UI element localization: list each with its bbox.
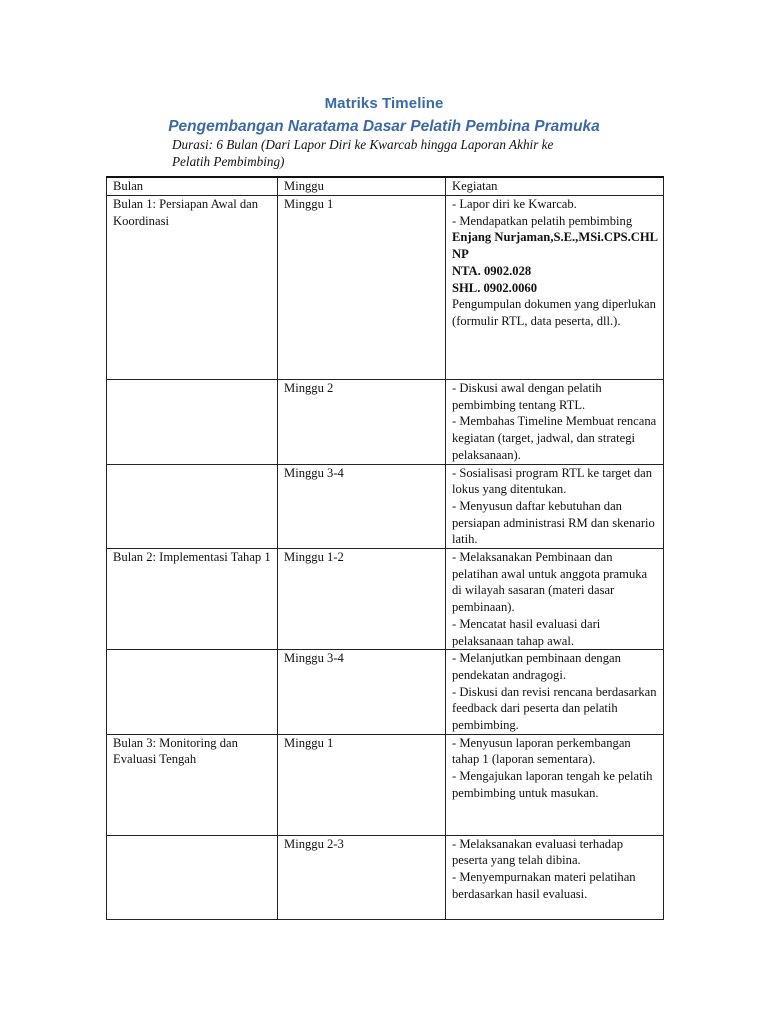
activity-line: - Melaksanakan Pembinaan dan pelatihan awal untuk anggota pramuka di wilayah sasaran (materi dasar pembinaan). bbox=[452, 550, 648, 615]
activity-line: - Membahas Timeline Membuat rencana kegiatan (target, jadwal, dan strategi pelaksanaan). bbox=[452, 414, 657, 462]
cell-bulan bbox=[107, 835, 278, 919]
mentor-name: Enjang Nurjaman,S.E.,MSi.CPS.CHL NP bbox=[452, 230, 658, 262]
page-title: Matriks Timeline bbox=[324, 95, 444, 112]
cell-bulan: Bulan 2: Implementasi Tahap 1 bbox=[107, 549, 278, 650]
activity-line: - Menyusun laporan perkembangan tahap 1 (laporan sementara). bbox=[452, 735, 631, 767]
cell-kegiatan bbox=[446, 650, 664, 735]
mentor-shl: SHL. 0902.0060 bbox=[452, 280, 538, 295]
cell-bulan bbox=[107, 464, 278, 549]
table-row bbox=[107, 464, 664, 549]
activity-line: - Lapor diri ke Kwarcab. bbox=[452, 197, 577, 211]
activity-line: - Diskusi dan revisi rencana berdasarkan feedback dari peserta dan pelatih pembimbing. bbox=[452, 684, 657, 733]
table-row bbox=[107, 380, 664, 465]
cell-kegiatan bbox=[446, 196, 664, 380]
activity-line: - Menyusun daftar kebutuhan dan persiapan administrasi RM dan skenario latih. bbox=[452, 498, 655, 547]
cell-kegiatan bbox=[446, 380, 664, 465]
column-header-bulan: Bulan bbox=[107, 177, 278, 196]
cell-minggu: Minggu 2 bbox=[278, 380, 446, 465]
activity-line: - Mendapatkan pelatih pembimbing bbox=[452, 213, 633, 228]
cell-kegiatan bbox=[446, 549, 664, 650]
timeline-table bbox=[106, 176, 664, 920]
cell-minggu: Minggu 1-2 bbox=[278, 549, 446, 650]
duration-note: Durasi: 6 Bulan (Dari Lapor Diri ke Kwarcab hingga Laporan Akhir ke Pelatih Pembimbing) bbox=[172, 137, 554, 169]
activity-line: - Mencatat hasil evaluasi dari pelaksanaan tahap awal. bbox=[452, 616, 601, 648]
page-subtitle: Pengembangan Naratama Dasar Pelatih Pembina Pramuka bbox=[168, 118, 600, 135]
table-row bbox=[107, 835, 664, 919]
cell-minggu: Minggu 1 bbox=[278, 734, 446, 835]
cell-bulan bbox=[107, 380, 278, 465]
mentor-nta: NTA. 0902.028 bbox=[452, 263, 532, 278]
activity-line: Pengumpulan dokumen yang diperlukan (formulir RTL, data peserta, dll.). bbox=[452, 297, 656, 328]
activity-line: - Mengajukan laporan tengah ke pelatih pembimbing untuk masukan. bbox=[452, 769, 653, 800]
column-header-kegiatan: Kegiatan bbox=[446, 177, 664, 196]
table-row bbox=[107, 196, 664, 380]
table-row bbox=[107, 734, 664, 835]
cell-minggu: Minggu 3-4 bbox=[278, 464, 446, 549]
cell-minggu: Minggu 2-3 bbox=[278, 835, 446, 919]
column-header-minggu: Minggu bbox=[278, 177, 446, 196]
cell-kegiatan bbox=[446, 734, 664, 835]
table-row bbox=[107, 650, 664, 735]
table-row bbox=[107, 549, 664, 650]
cell-minggu: Minggu 3-4 bbox=[278, 650, 446, 735]
cell-kegiatan bbox=[446, 464, 664, 549]
cell-bulan bbox=[107, 650, 278, 735]
activity-line: - Sosialisasi program RTL ke target dan lokus yang ditentukan. bbox=[452, 465, 652, 497]
cell-minggu: Minggu 1 bbox=[278, 196, 446, 380]
cell-kegiatan bbox=[446, 835, 664, 919]
table-header-row bbox=[107, 177, 664, 196]
cell-bulan: Bulan 3: Monitoring dan Evaluasi Tengah bbox=[107, 734, 278, 835]
activity-line: - Melanjutkan pembinaan dengan pendekatan andragogi. bbox=[452, 651, 621, 682]
activity-line: - Melaksanakan evaluasi terhadap peserta yang telah dibina. bbox=[452, 836, 623, 868]
activity-line: - Menyempurnakan materi pelatihan berdasarkan hasil evaluasi. bbox=[452, 870, 636, 901]
cell-bulan: Bulan 1: Persiapan Awal dan Koordinasi bbox=[107, 196, 278, 380]
activity-line: - Diskusi awal dengan pelatih pembimbing tentang RTL. bbox=[452, 381, 602, 412]
